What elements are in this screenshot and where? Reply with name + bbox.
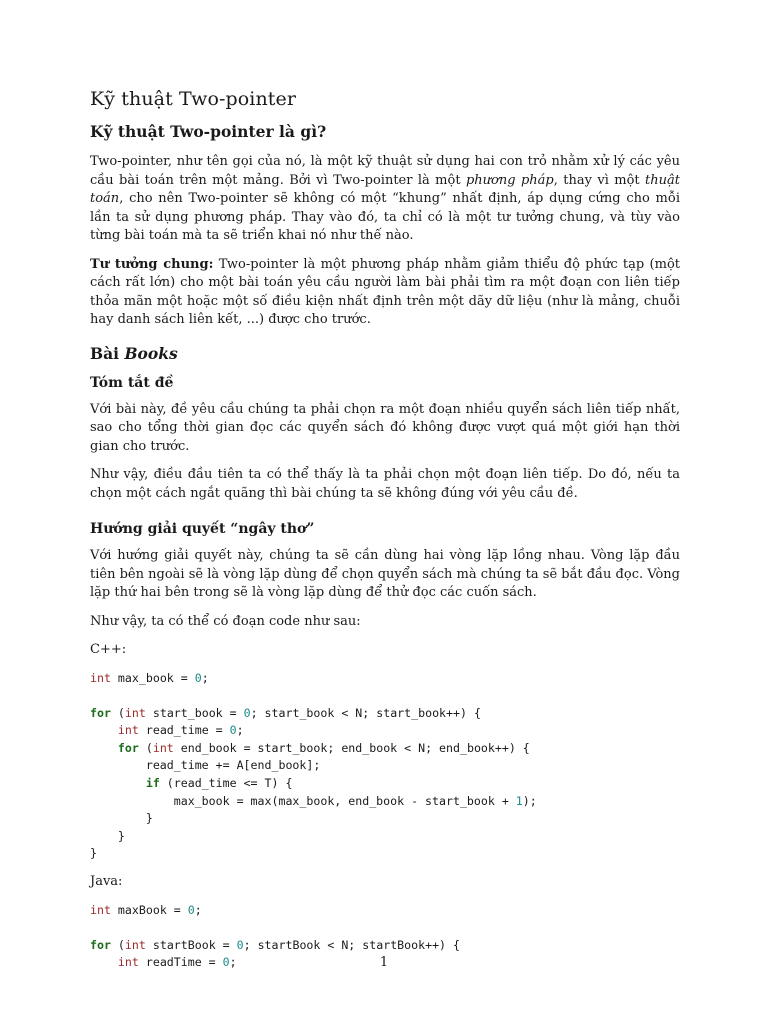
code-token: ); [522,793,537,808]
books-heading-italic: Books [124,343,178,363]
code-token: } [90,828,125,843]
code-token: ( [110,937,125,952]
code-line [90,706,481,720]
naive-paragraph-1: Với hướng giải quyết này, chúng ta sẽ cần dùng hai vòng lặp lồng nhau. Vòng lặp đầu tiên bên ngoài sẽ là vòng lặp dùng để chọn quyển sách mà chúng ta sẽ bắt đầu đọc. Vòng lặp thứ hai bên trong sẽ là vòng lặp dùng để thử đọc các cuốn sách. [90,548,680,600]
general-idea-paragraph [90,256,680,330]
code-line [90,671,209,685]
books-heading-prefix: Bài [90,343,125,363]
code-token: for [90,937,111,952]
java-label: Java: [90,874,123,890]
code-line [90,938,460,952]
code-line [90,829,125,843]
code-token: if [145,776,160,791]
code-token: ( [138,740,153,755]
code-token [90,776,146,790]
code-token: ; start_book < N; start_book++) { [250,705,481,720]
code-token [90,741,118,755]
code-token: int [90,902,111,917]
code-token: ; [236,723,244,738]
code-token: for [90,705,111,720]
code-line [90,741,530,755]
code-token: startBook = [145,937,237,952]
code-token: int [90,670,111,685]
general-idea-label: Tư tưởng chung: [90,256,214,272]
code-token: 0 [222,955,230,970]
subsection-heading-naive: Hướng giải quyết “ngây thơ” [90,521,315,537]
code-line [90,811,153,825]
code-token: max_book = max(max_book, end_book - start_book + [90,793,516,808]
subsection-heading-summary: Tóm tắt đề [90,374,174,391]
section-heading-books [90,344,680,363]
summary-paragraph-1: Với bài này, đề yêu cầu chúng ta phải chọn ra một đoạn nhiều quyển sách liên tiếp nhất, sao cho tổng thời gian đọc các quyển sách đó không được vượt quá một giới hạn thời gian cho trước. [90,401,680,454]
intro-text-c: , cho nên Two-pointer sẽ không có một “khung” nhất định, áp dụng cứng cho mỗi lần ta sử dụng phương pháp. Thay vào đó, ta chỉ có là một tư tưởng chung, và tùy vào từng bài toán mà ta sẽ triển khai nó như thế nào. [90,191,680,243]
code-line [90,903,202,917]
document-content [90,88,680,982]
code-token: read_time += A[end_book]; [90,758,321,773]
code-token: int [117,955,139,970]
code-token: ; [229,955,237,970]
code-token: maxBook = [110,902,188,917]
page-number: 1 [379,955,389,970]
code-token: 0 [229,723,237,738]
code-token: int [152,740,174,755]
code-token: } [90,846,97,861]
intro-emphasis-method: phương pháp [465,172,554,188]
code-token: int [124,937,146,952]
intro-paragraph [90,153,680,246]
code-token: ; startBook < N; startBook++) { [243,937,460,952]
code-line [90,723,244,737]
naive-paragraph-2: Như vậy, ta có thể có đoạn code như sau: [90,613,361,629]
general-idea-text: Two-pointer là một phương pháp nhằm giảm thiểu độ phức tạp (một cách rất lớn) cho một bài toán yêu cầu người làm bài phải tìm ra một đoạn con liên tiếp thỏa mãn một hoặc một số điều kiện nhất định trên một dãy dữ liệu (như là mảng, chuỗi hay danh sách liên kết, ...) được cho trước. [90,256,680,327]
code-token: ; [194,902,202,917]
code-token: for [117,740,139,755]
document-title: Kỹ thuật Two-pointer [90,88,297,110]
intro-text-b: , thay vì một [553,172,646,188]
section-heading-intro: Kỹ thuật Two-pointer là gì? [90,122,327,141]
code-line [90,776,292,790]
code-token: end_book = start_book; end_book < N; end_book++) { [173,740,530,755]
code-token: 0 [236,937,244,952]
code-token: ( [110,705,125,720]
cpp-code-block [90,670,680,864]
code-token [90,723,118,737]
code-token: ; [201,670,209,685]
code-line [90,846,97,860]
code-token: int [124,705,146,720]
intro-emphasis-algorithm: thuật toán [90,172,680,206]
code-line [90,758,320,772]
code-line [90,794,537,808]
code-token: max_book = [110,670,195,685]
code-token: int [117,723,139,738]
code-token: read_time = [138,723,230,738]
code-token: readTime = [138,955,223,970]
code-token: 0 [243,705,251,720]
code-token: start_book = [145,705,244,720]
summary-paragraph-2: Như vậy, điều đầu tiên ta có thể thấy là ta phải chọn một đoạn liên tiếp. Do đó, nếu ta chọn một cách ngắt quãng thì bài chúng ta sẽ không đúng với yêu cầu đề. [90,467,680,501]
intro-text-a: Two-pointer, như tên gọi của nó, là một kỹ thuật sử dụng hai con trỏ nhằm xử lý các yêu cầu bài toán trên một mảng. Bởi vì Two-pointer là một [90,154,680,188]
code-token: 0 [187,902,195,917]
code-token: } [90,811,153,826]
code-token: 0 [194,670,202,685]
cpp-label: C++: [90,642,127,657]
code-token: 1 [515,793,523,808]
code-token: (read_time <= T) { [159,776,293,791]
